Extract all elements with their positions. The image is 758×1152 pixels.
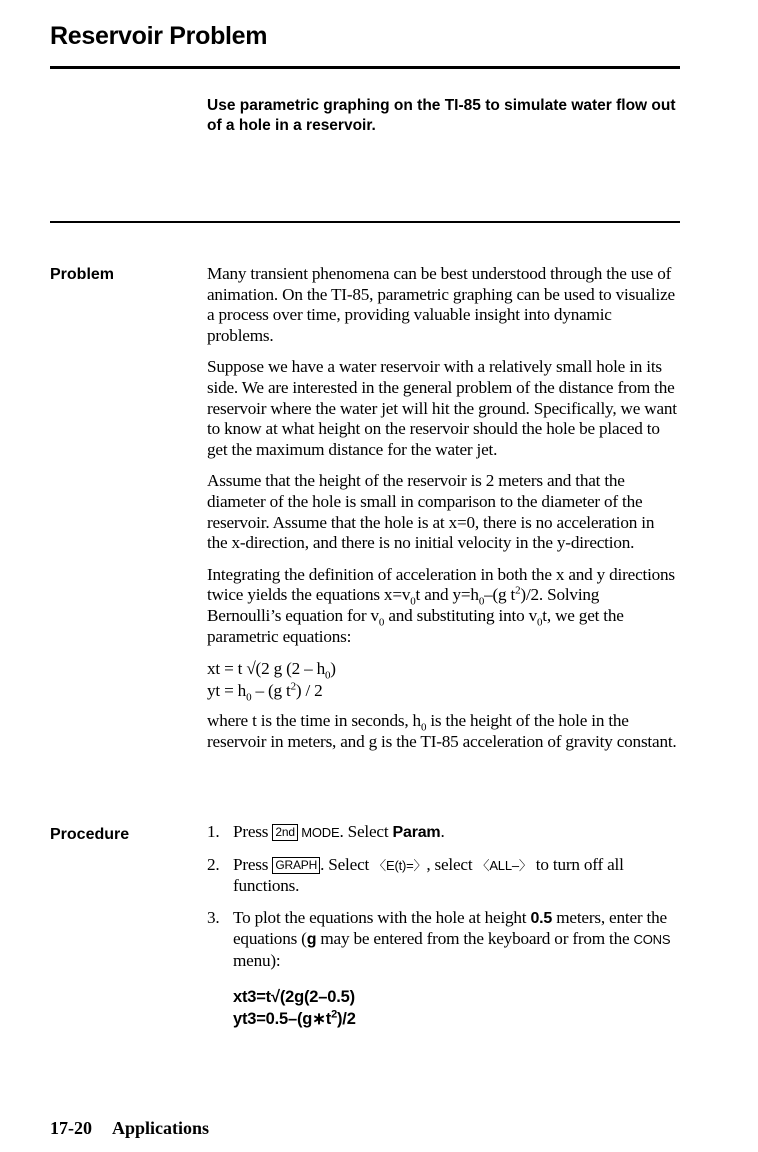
page-footer: [50, 1118, 209, 1139]
equation-yt: yt = $h_0 - (g$ $t^2) / 2$: [207, 680, 323, 704]
equation-xt: xt = t √(2 g $(2 - h_0)$: [207, 659, 336, 682]
problem-body: [207, 264, 677, 763]
section-rule: [50, 221, 680, 223]
intro-summary: Use parametric graphing on the TI-85 to simulate water flow out of a hole in a reservoir.: [207, 97, 676, 134]
problem-heading: Problem: [50, 266, 115, 283]
problem-paragraph-1: Many transient phenomena can be best understood through the use of animation. On the TI-85, parametric graphing can be used to visualize a process over time, providing valuable insight into dynamic problems.: [207, 264, 675, 345]
procedure-step-2: 2. Press GRAPH . Select 〈E(t)=〉, select 〈ALL–〉 to turn off all functions.: [207, 854, 624, 896]
parametric-equations: [207, 658, 677, 702]
footer-section: Applications: [112, 1118, 210, 1138]
problem-paragraph-3: Assume that the height of the reservoir is 2 meters and that the diameter of the hole is small in comparison to the diameter of the reservoir. Assume that the hole is at x=0, there is no acceleration in the x-direction, and there is no initial velocity in the y-direction.: [207, 471, 655, 553]
problem-paragraph-5: where t is the time in seconds, $h_0$ is the height of the hole in the reservoir in meters, and g is the TI-85 acceleration of gravity constant.: [207, 711, 677, 751]
problem-paragraph-2: Suppose we have a water reservoir with a relatively small hole in its side. We are interested in the general problem of the distance from the reservoir where the water jet will hit the ground. Specifically, we want to know at what height on the reservoir should the hole be placed to get the maximum distance for the water jet.: [207, 357, 677, 459]
calculator-entry: [233, 986, 677, 1030]
procedure-step-1: 1. Press 2nd MODE. Select Param.: [207, 822, 445, 841]
code-line-xt3: xt3=t√(2g(2–0.5): [233, 987, 355, 1006]
problem-paragraph-4: Integrating the definition of acceleration in both the x and y directions twice yields the equations $x=v_0t$ and $y=h_0-(g$ $t^2)/2$. Solving Bernoulli’s equation for $v_0$ and substituting into $v_0t$, we get the parametric equations:: [207, 564, 675, 646]
procedure-heading: Procedure: [50, 826, 130, 843]
code-line-yt3: $yt3=0.5-(g∗t^2)/2$: [233, 1008, 356, 1028]
procedure-steps: [207, 822, 677, 1041]
title-rule: [50, 66, 680, 69]
page-number: 17-20: [50, 1118, 92, 1138]
procedure-step-3: 3. To plot the equations with the hole at height 0.5 meters, enter the equations (g may be entered from the keyboard or from the CONS menu): xt3=t√(2g(2–0.5) $yt3=0.5-(g∗t^2)/2$: [207, 908, 677, 1030]
key-graph: GRAPH: [272, 857, 320, 874]
key-2nd: 2nd: [272, 824, 297, 841]
page-title: Reservoir Problem: [50, 22, 268, 50]
